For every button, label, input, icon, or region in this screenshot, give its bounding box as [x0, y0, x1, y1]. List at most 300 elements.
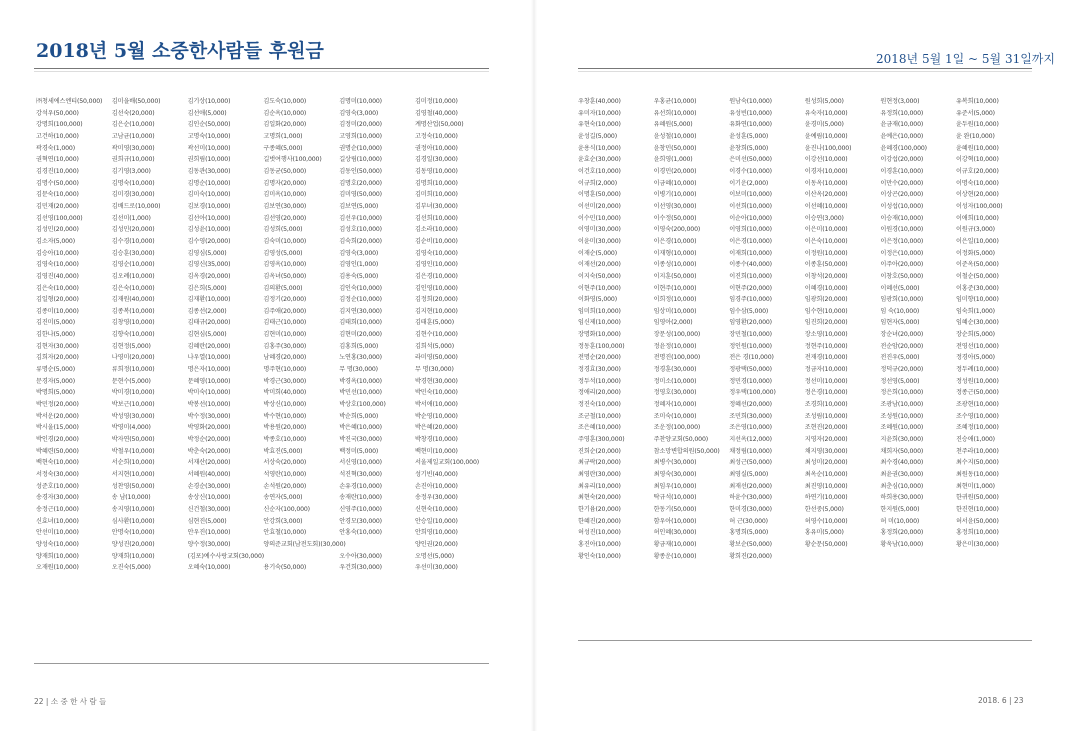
donor-entry: 조미숙(10,000)	[653, 412, 697, 420]
donor-entry: 이영미(30,000)	[578, 226, 621, 234]
donor-entry: 이성섭(10,000)	[880, 202, 924, 210]
donor-entry: 한혜진(20,000)	[578, 517, 621, 525]
donor-entry: 백현숙(10,000)	[36, 459, 79, 467]
donor-entry: 김태규(20,000)	[187, 319, 231, 327]
donor-entry: 김영인(1,000)	[339, 261, 379, 269]
donor-entry: 윤예림(10,000)	[804, 132, 848, 140]
donor-entry: 김향숙(10,000)	[111, 331, 155, 339]
donor-entry: 이진희(10,000)	[729, 272, 772, 280]
donor-entry: 허인혜(30,000)	[653, 529, 697, 537]
donor-entry: 김미영(50,000)	[339, 191, 382, 199]
donor-entry: 서재산(20,000)	[187, 459, 231, 467]
donor-entry: 박민숙(10,000)	[414, 389, 458, 397]
donor-entry: 윤성훈(5,000)	[729, 132, 769, 140]
donor-entry: 윤금재(10,000)	[880, 121, 924, 129]
donor-entry: 김일형(20,000)	[36, 296, 79, 304]
donor-entry: 최현미(1,000)	[955, 482, 995, 490]
page-number-left: 22 | 소 중 한 사 람 들	[34, 697, 107, 706]
donor-entry: 이승연(3,000)	[804, 214, 844, 222]
donor-entry: 최현숙(20,000)	[578, 494, 621, 502]
donor-entry: 임경주(10,000)	[729, 296, 772, 304]
donor-entry: 정은경(10,000)	[804, 389, 848, 397]
donor-entry: 이산옥(20,000)	[804, 191, 848, 199]
donor-entry: 김영진(40,000)	[36, 272, 79, 280]
donor-entry: 김동균(50,000)	[263, 167, 307, 175]
donor-entry: 이영숙(200,000)	[653, 226, 701, 234]
donor-entry: 이선영(30,000)	[653, 202, 697, 210]
donor-entry: 김미정(10,000)	[414, 98, 458, 105]
donor-entry: 서신영(10,000)	[339, 459, 382, 467]
donor-entry: 김미을배(50,000)	[111, 98, 161, 105]
donor-entry: 서울제일교회(100,000)	[414, 459, 480, 467]
donor-entry: 조성원(10,000)	[880, 412, 924, 420]
donor-entry: 김동인(50,000)	[339, 167, 382, 175]
donor-entry: 노연홍(30,000)	[339, 354, 382, 362]
donor-entry: 홍명희(5,000)	[729, 529, 769, 537]
donor-entry: 김인영(10,000)	[414, 284, 458, 292]
donor-entry: 김용숙(5,000)	[339, 272, 379, 280]
donor-entry: 김주애(20,000)	[263, 307, 307, 315]
donor-entry: 김현심(5,000)	[187, 331, 227, 339]
donor-entry: 김홍주(30,000)	[263, 342, 307, 350]
donor-entry: 박효진(5,000)	[263, 447, 303, 455]
donor-entry: 최수지(50,000)	[955, 459, 999, 467]
donor-entry: 전명진(100,000)	[653, 354, 701, 362]
donor-entry: 김태근(10,000)	[263, 319, 307, 327]
donor-entry: 우선미(30,000)	[414, 564, 458, 572]
donor-entry: 한기윰(20,000)	[578, 505, 621, 513]
donor-entry: 박미숙(10,000)	[187, 389, 231, 397]
donor-entry: 진희순(20,000)	[578, 447, 621, 455]
donor-entry: 홍정희(10,000)	[955, 529, 999, 537]
donor-entry: 장문성(100,000)	[653, 331, 701, 339]
donor-entry: 허성진(10,000)	[578, 529, 621, 537]
donor-entry: 김성민(20,000)	[111, 226, 155, 234]
donor-entry: 류희정(10,000)	[111, 366, 155, 374]
donor-entry: 김미숙(10,000)	[187, 191, 231, 199]
donor-entry: 윤예은(10,000)	[880, 132, 924, 140]
donor-entry: 박혜련(50,000)	[36, 447, 79, 455]
donor-entry: 문현수(5,000)	[111, 377, 151, 385]
donor-entry: 김미희(10,000)	[414, 191, 458, 199]
donor-entry: 원현정(3,000)	[880, 98, 920, 105]
donor-entry: 최병수(30,000)	[653, 459, 697, 467]
donor-entry: 최임우(10,000)	[653, 482, 697, 490]
donor-entry: 김명수(50,000)	[36, 179, 79, 187]
donor-entry: 박진국(30,000)	[339, 436, 382, 444]
donor-entry: 김영숙(10,000)	[414, 249, 458, 257]
donor-entry: 전은 경(10,000)	[729, 354, 774, 362]
donor-entry: 최규락(20,000)	[578, 459, 621, 467]
donor-entry: 이상현(20,000)	[955, 191, 999, 199]
donor-entry: 권정아(10,000)	[414, 144, 458, 152]
donor-entry: 조혜원(10,000)	[880, 424, 924, 432]
donor-entry: 손석원(20,000)	[263, 482, 307, 490]
donor-entry: 김명숙(10,000)	[111, 179, 155, 187]
donor-entry: 주찬양교회(50,000)	[653, 436, 709, 444]
donor-entry: 조민희(30,000)	[729, 412, 772, 420]
donor-entry: 이강혁(10,000)	[955, 156, 999, 164]
donor-entry: 이금혜(10,000)	[653, 179, 697, 187]
donor-entry: 송정근(10,000)	[36, 505, 79, 513]
donor-entry: 박춘숙(20,000)	[187, 447, 231, 455]
donor-entry: 송지영(10,000)	[111, 505, 155, 513]
donor-entry: 김보연(5,000)	[339, 202, 379, 210]
donor-entry: 정은희(10,000)	[880, 389, 924, 397]
donor-entry: 최수경(40,000)	[880, 459, 924, 467]
donor-entry: 박미희(40,000)	[263, 389, 307, 397]
donor-entry: 김지현(10,000)	[414, 307, 458, 315]
donor-entry: 김은경(10,000)	[414, 272, 458, 280]
donor-entry: 박상신(10,000)	[263, 401, 307, 409]
donor-entry: 안홍숙(10,000)	[339, 529, 382, 537]
donor-entry: 임미희(10,000)	[578, 307, 621, 315]
donor-entry: 유선희(10,000)	[653, 109, 697, 117]
donor-entry: 황희진(20,000)	[729, 552, 772, 560]
donor-entry: 최영란(30,000)	[578, 471, 621, 478]
donor-entry: 정금자(10,000)	[804, 366, 848, 374]
donor-entry: 안경모(30,000)	[339, 517, 382, 525]
donor-entry: 채희자(50,000)	[880, 447, 924, 455]
donor-entry: 김홍희(5,000)	[339, 342, 379, 350]
donor-entry: 원남숙(10,000)	[729, 98, 772, 105]
donor-entry: 강석우(50,000)	[36, 109, 79, 117]
donor-entry: 정영호(30,000)	[653, 389, 697, 397]
header-rule-right	[578, 68, 1032, 69]
donor-entry: 황종운(10,000)	[653, 552, 697, 560]
donor-entry: 채지영(30,000)	[804, 447, 848, 455]
donor-entry: 무 명(30,000)	[339, 366, 378, 374]
donor-entry: 하희용(30,000)	[880, 494, 924, 502]
donor-entry: 한지원(5,000)	[880, 505, 920, 513]
donor-entry: 최성근(50,000)	[729, 459, 772, 467]
donor-entry: 문혜영(10,000)	[187, 377, 231, 385]
donor-entry: 신효녀(10,000)	[36, 517, 79, 525]
donor-entry: 이준옥(50,000)	[955, 261, 999, 269]
donor-entry: 김의환(5,000)	[263, 284, 303, 292]
donor-entry: 이윤미(30,000)	[578, 237, 621, 245]
donor-entry: 김현수(10,000)	[414, 331, 458, 339]
donor-entry: 김경일(30,000)	[414, 156, 458, 164]
donor-entry: 최원동(10,000)	[955, 471, 999, 478]
donor-entry: 강명희(100,000)	[36, 121, 83, 129]
donor-entry: 허영수(10,000)	[804, 517, 848, 525]
donor-entry: 이규호(20,000)	[955, 167, 999, 175]
donor-entry: 김미옥(10,000)	[263, 191, 307, 199]
donor-entry: 송 남(10,000)	[111, 494, 151, 502]
donor-entry: 이원규(3,000)	[955, 226, 995, 234]
donor-entry: 이재순(5,000)	[578, 249, 617, 257]
donor-entry: 명은자(10,000)	[187, 366, 231, 374]
donor-list-left-page	[36, 96, 491, 574]
donor-entry: 김숙미(10,000)	[263, 237, 307, 245]
donor-entry: 박명희(5,000)	[36, 389, 75, 397]
donor-entry: 안우진(10,000)	[187, 529, 231, 537]
donor-entry: 송상신(10,000)	[187, 494, 231, 502]
donor-entry: 김종선(2,000)	[187, 307, 227, 315]
donor-entry: 김배드로(10,000)	[111, 202, 161, 210]
donor-entry: 조은혜(10,000)	[578, 424, 621, 432]
donor-entry: 김명희(10,000)	[414, 179, 458, 187]
donor-entry: 하윤수(30,000)	[729, 494, 772, 502]
donor-entry: 나우열(10,000)	[187, 354, 231, 362]
donor-entry: 이은일(10,000)	[955, 237, 999, 245]
donor-entry: 조광현(10,000)	[955, 401, 999, 409]
donor-entry: 박은혜(10,000)	[339, 424, 382, 432]
donor-entry: 김동영(10,000)	[414, 167, 458, 175]
donor-entry: 이홍준(30,000)	[955, 284, 999, 292]
donor-entry: 윤성철(10,000)	[653, 132, 697, 140]
donor-entry: 윤성길(5,000)	[578, 132, 617, 140]
donor-entry: 박순영(10,000)	[414, 412, 458, 420]
donor-entry: 김기영(3,000)	[111, 167, 151, 175]
donor-entry: 윤경미(5,000)	[804, 121, 844, 129]
donor-entry: 안승일(10,000)	[414, 517, 458, 525]
donor-entry: 김영성(5,000)	[263, 249, 303, 257]
donor-entry: 최유리(10,000)	[578, 482, 621, 490]
donor-entry: 정경훈(30,000)	[653, 366, 697, 374]
donor-entry: 은미선(50,000)	[729, 156, 772, 164]
donor-entry: 이혜선(5,000)	[880, 284, 920, 292]
donor-entry: 조은영(10,000)	[729, 424, 772, 432]
donor-entry: 임수삼(5,000)	[729, 307, 769, 315]
donor-entry: 김선영(100,000)	[36, 214, 83, 222]
donor-entry: 김영순(10,000)	[111, 261, 155, 269]
donor-entry: 이원경(10,000)	[880, 226, 924, 234]
donor-entry: 한미경(30,000)	[729, 505, 772, 513]
donor-entry: 김소라(10,000)	[414, 226, 458, 234]
donor-entry: 황순문(50,000)	[804, 540, 848, 548]
donor-entry: 정혜자(10,000)	[653, 401, 697, 409]
donor-entry: 권희림(10,000)	[187, 156, 231, 164]
donor-entry: 홍진아(10,000)	[578, 540, 621, 548]
donor-entry: 박민선(10,000)	[339, 389, 382, 397]
page-spine	[531, 0, 537, 731]
donor-entry: 신현숙(10,000)	[414, 505, 458, 513]
donor-entry: 이은경(10,000)	[729, 237, 772, 245]
donor-entry: 김일화(20,000)	[263, 121, 307, 129]
donor-entry: 최성미(20,000)	[804, 459, 848, 467]
donor-entry: 박민정(20,000)	[36, 401, 79, 409]
donor-entry: 김종복(10,000)	[111, 307, 155, 315]
donor-entry: 유화연(10,000)	[729, 121, 772, 129]
donor-entry: 이종성(10,000)	[653, 261, 697, 269]
donor-entry: 고영희(10,000)	[339, 132, 382, 140]
donor-entry: 안선미(10,000)	[36, 529, 79, 537]
donor-entry: 윤진나(100,000)	[804, 144, 852, 152]
donor-entry: ㈜청세에스엔티(50,000)	[36, 98, 103, 105]
donor-entry: 박수정(30,000)	[187, 412, 231, 420]
donor-entry: 정혜선(20,000)	[729, 401, 772, 409]
donor-entry: 이선혜(10,000)	[804, 202, 848, 210]
donor-entry: 이순아(10,000)	[729, 214, 772, 222]
donor-entry: 이창석(20,000)	[804, 272, 848, 280]
donor-entry: 정경아(5,000)	[955, 354, 995, 362]
donor-entry: 이은숙(10,000)	[804, 237, 848, 245]
donor-entry: 라미영(50,000)	[414, 354, 458, 362]
donor-entry: 박인경(20,000)	[36, 436, 79, 444]
donor-entry: 이재희(10,000)	[729, 249, 772, 257]
donor-entry: 길벗여행사(100,000)	[263, 156, 322, 164]
donor-entry: 황금재(10,000)	[653, 540, 697, 548]
donor-entry: 이지숙(50,000)	[578, 272, 621, 280]
donor-entry: 손경순(30,000)	[187, 482, 231, 490]
donor-entry: 이철순(50,000)	[955, 272, 999, 280]
donor-entry: 이정화(5,000)	[955, 249, 995, 257]
donor-entry: 정진숙(10,000)	[578, 401, 621, 409]
donor-entry: 조수영(10,000)	[955, 412, 999, 420]
donor-entry: 장순희(5,000)	[955, 331, 995, 339]
donor-entry: 한진현(10,000)	[955, 505, 999, 513]
donor-entry: 김동관(30,000)	[187, 167, 231, 175]
donor-entry: 백현미(10,000)	[414, 447, 458, 455]
donor-entry: 최진영(10,000)	[804, 482, 848, 490]
donor-entry: 이창호(50,000)	[880, 272, 924, 280]
donor-entry: 김민재(20,000)	[36, 202, 79, 210]
donor-entry: 김영인(10,000)	[414, 261, 458, 269]
donor-entry: 최영실(5,000)	[729, 471, 769, 478]
donor-entry: 이명훈(50,000)	[578, 191, 621, 199]
donor-entry: 양수정(30,000)	[187, 540, 231, 548]
donor-entry: 김은순(10,000)	[111, 121, 155, 129]
donor-entry: 김부녀(30,000)	[414, 202, 458, 210]
donor-entry: 권명순(10,000)	[339, 144, 382, 152]
donor-entry: 우홍균(10,000)	[653, 98, 697, 105]
donor-entry: 고정숙(10,000)	[414, 132, 458, 140]
donor-entry: 박서운(20,000)	[36, 412, 79, 420]
donor-entry: 유현숙(10,000)	[578, 121, 621, 129]
donor-entry: 김선우(10,000)	[339, 214, 382, 222]
donor-entry: 윤혜원(10,000)	[955, 144, 999, 152]
footer-rule-left	[34, 663, 489, 664]
donor-entry: 김선영(20,000)	[263, 214, 307, 222]
donor-entry: 이화영(5,000)	[578, 296, 617, 304]
donor-entry: 김은희(5,000)	[187, 284, 227, 292]
donor-entry: 이영희(10,000)	[729, 226, 772, 234]
donor-entry: 전진우(5,000)	[880, 354, 920, 362]
donor-entry: 김명순(10,000)	[187, 179, 231, 187]
donor-entry: 이강섭(20,000)	[880, 156, 924, 164]
donor-entry: 정성원(10,000)	[955, 377, 999, 385]
donor-entry: 유정희(10,000)	[880, 109, 924, 117]
donor-entry: 백정미(5,000)	[339, 447, 379, 455]
donor-entry: 임 숙(10,000)	[880, 307, 920, 315]
donor-entry: 오명선(5,000)	[414, 552, 454, 560]
donor-entry: 이경자(10,000)	[804, 167, 848, 175]
donor-entry: 이정원(10,000)	[804, 249, 848, 257]
donor-entry: 김기상(10,000)	[187, 98, 231, 105]
donor-entry: 진승애(1,000)	[955, 436, 995, 444]
donor-entry: 박은혜(20,000)	[414, 424, 458, 432]
header-rule-left	[34, 68, 489, 69]
donor-entry: 김옥경(20,000)	[187, 272, 231, 280]
donor-entry: 정두례(10,000)	[955, 366, 999, 374]
donor-entry: 탁규석(10,000)	[653, 494, 697, 502]
donor-entry: 김희석(5,000)	[414, 342, 454, 350]
donor-entry: 안명숙(10,000)	[111, 529, 155, 537]
donor-entry: 홍정희(20,000)	[880, 529, 924, 537]
donor-entry: 서혜원(40,000)	[187, 471, 231, 478]
donor-entry: 이은미(10,000)	[804, 226, 848, 234]
donor-entry: 곽경숙(1,000)	[36, 144, 75, 152]
donor-entry: 서지현(10,000)	[111, 471, 155, 478]
donor-entry: 오수아(30,000)	[339, 552, 382, 560]
donor-entry: 박영화(20,000)	[187, 424, 231, 432]
donor-entry: 김정미(20,000)	[339, 121, 382, 129]
donor-entry: 박보근(10,000)	[111, 401, 155, 409]
donor-entry: 이병기(10,000)	[653, 191, 697, 199]
donor-entry: 김도숙(10,000)	[263, 98, 307, 105]
donor-entry: 최윤권(30,000)	[880, 471, 924, 478]
donor-entry: 박미경(10,000)	[111, 389, 155, 397]
donor-entry: 김은숙(10,000)	[111, 284, 155, 292]
donor-entry: 신순자(100,000)	[263, 505, 310, 513]
donor-entry: 김성희(5,000)	[263, 226, 303, 234]
donor-entry: 박철우(10,000)	[111, 447, 155, 455]
donor-entry: 이지훈(50,000)	[653, 272, 697, 280]
donor-entry: 최영숙(30,000)	[653, 471, 697, 478]
donor-entry: 남혜경(20,000)	[263, 354, 307, 362]
donor-entry: 조군철(10,000)	[578, 412, 621, 420]
donor-entry: 석영란(10,000)	[263, 471, 307, 478]
donor-entry: 신영주(10,000)	[339, 505, 382, 513]
donor-entry: 오재원(10,000)	[36, 564, 79, 572]
donor-entry: 김순옥(10,000)	[263, 109, 307, 117]
donor-entry: 유준서(5,000)	[955, 109, 995, 117]
donor-entry: 문경자(5,000)	[36, 377, 75, 385]
donor-entry: 김희자(20,000)	[36, 354, 79, 362]
donor-entry: 신건철(30,000)	[187, 505, 231, 513]
donor-entry: 이상곤(20,000)	[880, 191, 924, 199]
donor-entry: 임영아(2,000)	[653, 319, 693, 327]
donor-entry: 이종수(40,000)	[729, 261, 772, 269]
page-title: 2018년 5월 소중한사람들 후원금	[36, 40, 324, 62]
donor-entry: 정동훈(100,000)	[578, 342, 625, 350]
donor-entry: 장민철(10,000)	[729, 331, 772, 339]
donor-entry: 김인순(50,000)	[187, 121, 231, 129]
donor-entry: 김현미(20,000)	[339, 331, 382, 339]
donor-entry: 곽미영(30,000)	[111, 144, 155, 152]
donor-entry: 김영숙(3,000)	[339, 249, 379, 257]
donor-entry: 송연자(5,000)	[263, 494, 303, 502]
donor-entry: 이건호(10,000)	[578, 167, 621, 175]
donor-entry: 유숙자(10,000)	[804, 109, 848, 117]
donor-entry: 정윤정(10,000)	[653, 342, 697, 350]
donor-entry: 구종혜(5,000)	[263, 144, 303, 152]
donor-entry: 임수현(10,000)	[804, 307, 848, 315]
donor-entry: 손진아(10,000)	[414, 482, 458, 490]
donor-entry: 정광택(50,000)	[729, 366, 772, 374]
donor-entry: 오혜숙(10,000)	[187, 564, 231, 572]
donor-entry: 홍유미(5,000)	[804, 529, 844, 537]
donor-entry: 윤효순(30,000)	[578, 156, 621, 164]
donor-entry: 지윤희(30,000)	[880, 436, 924, 444]
donor-entry: 김승훈(30,000)	[111, 249, 155, 257]
donor-entry: 심사환(10,000)	[111, 517, 155, 525]
donor-entry: 유미자(10,000)	[578, 109, 621, 117]
donor-entry: 김영철(40,000)	[414, 109, 458, 117]
donor-entry: 임광희(10,000)	[880, 296, 924, 304]
donor-entry: 김진미(5,000)	[36, 319, 75, 327]
page-number-right: 2018. 6 | 23	[978, 696, 1024, 705]
donor-entry: 김성호(10,000)	[339, 226, 382, 234]
date-range: 2018년 5월 1일 ~ 5월 31일까지	[876, 52, 1055, 66]
donor-entry: 나영미(20,000)	[111, 354, 155, 362]
donor-entry: 김지연(30,000)	[339, 307, 382, 315]
donor-entry: 이은정(10,000)	[880, 237, 924, 245]
donor-entry: 임현자(5,000)	[880, 319, 920, 327]
donor-entry: 이재형(10,000)	[653, 249, 697, 257]
